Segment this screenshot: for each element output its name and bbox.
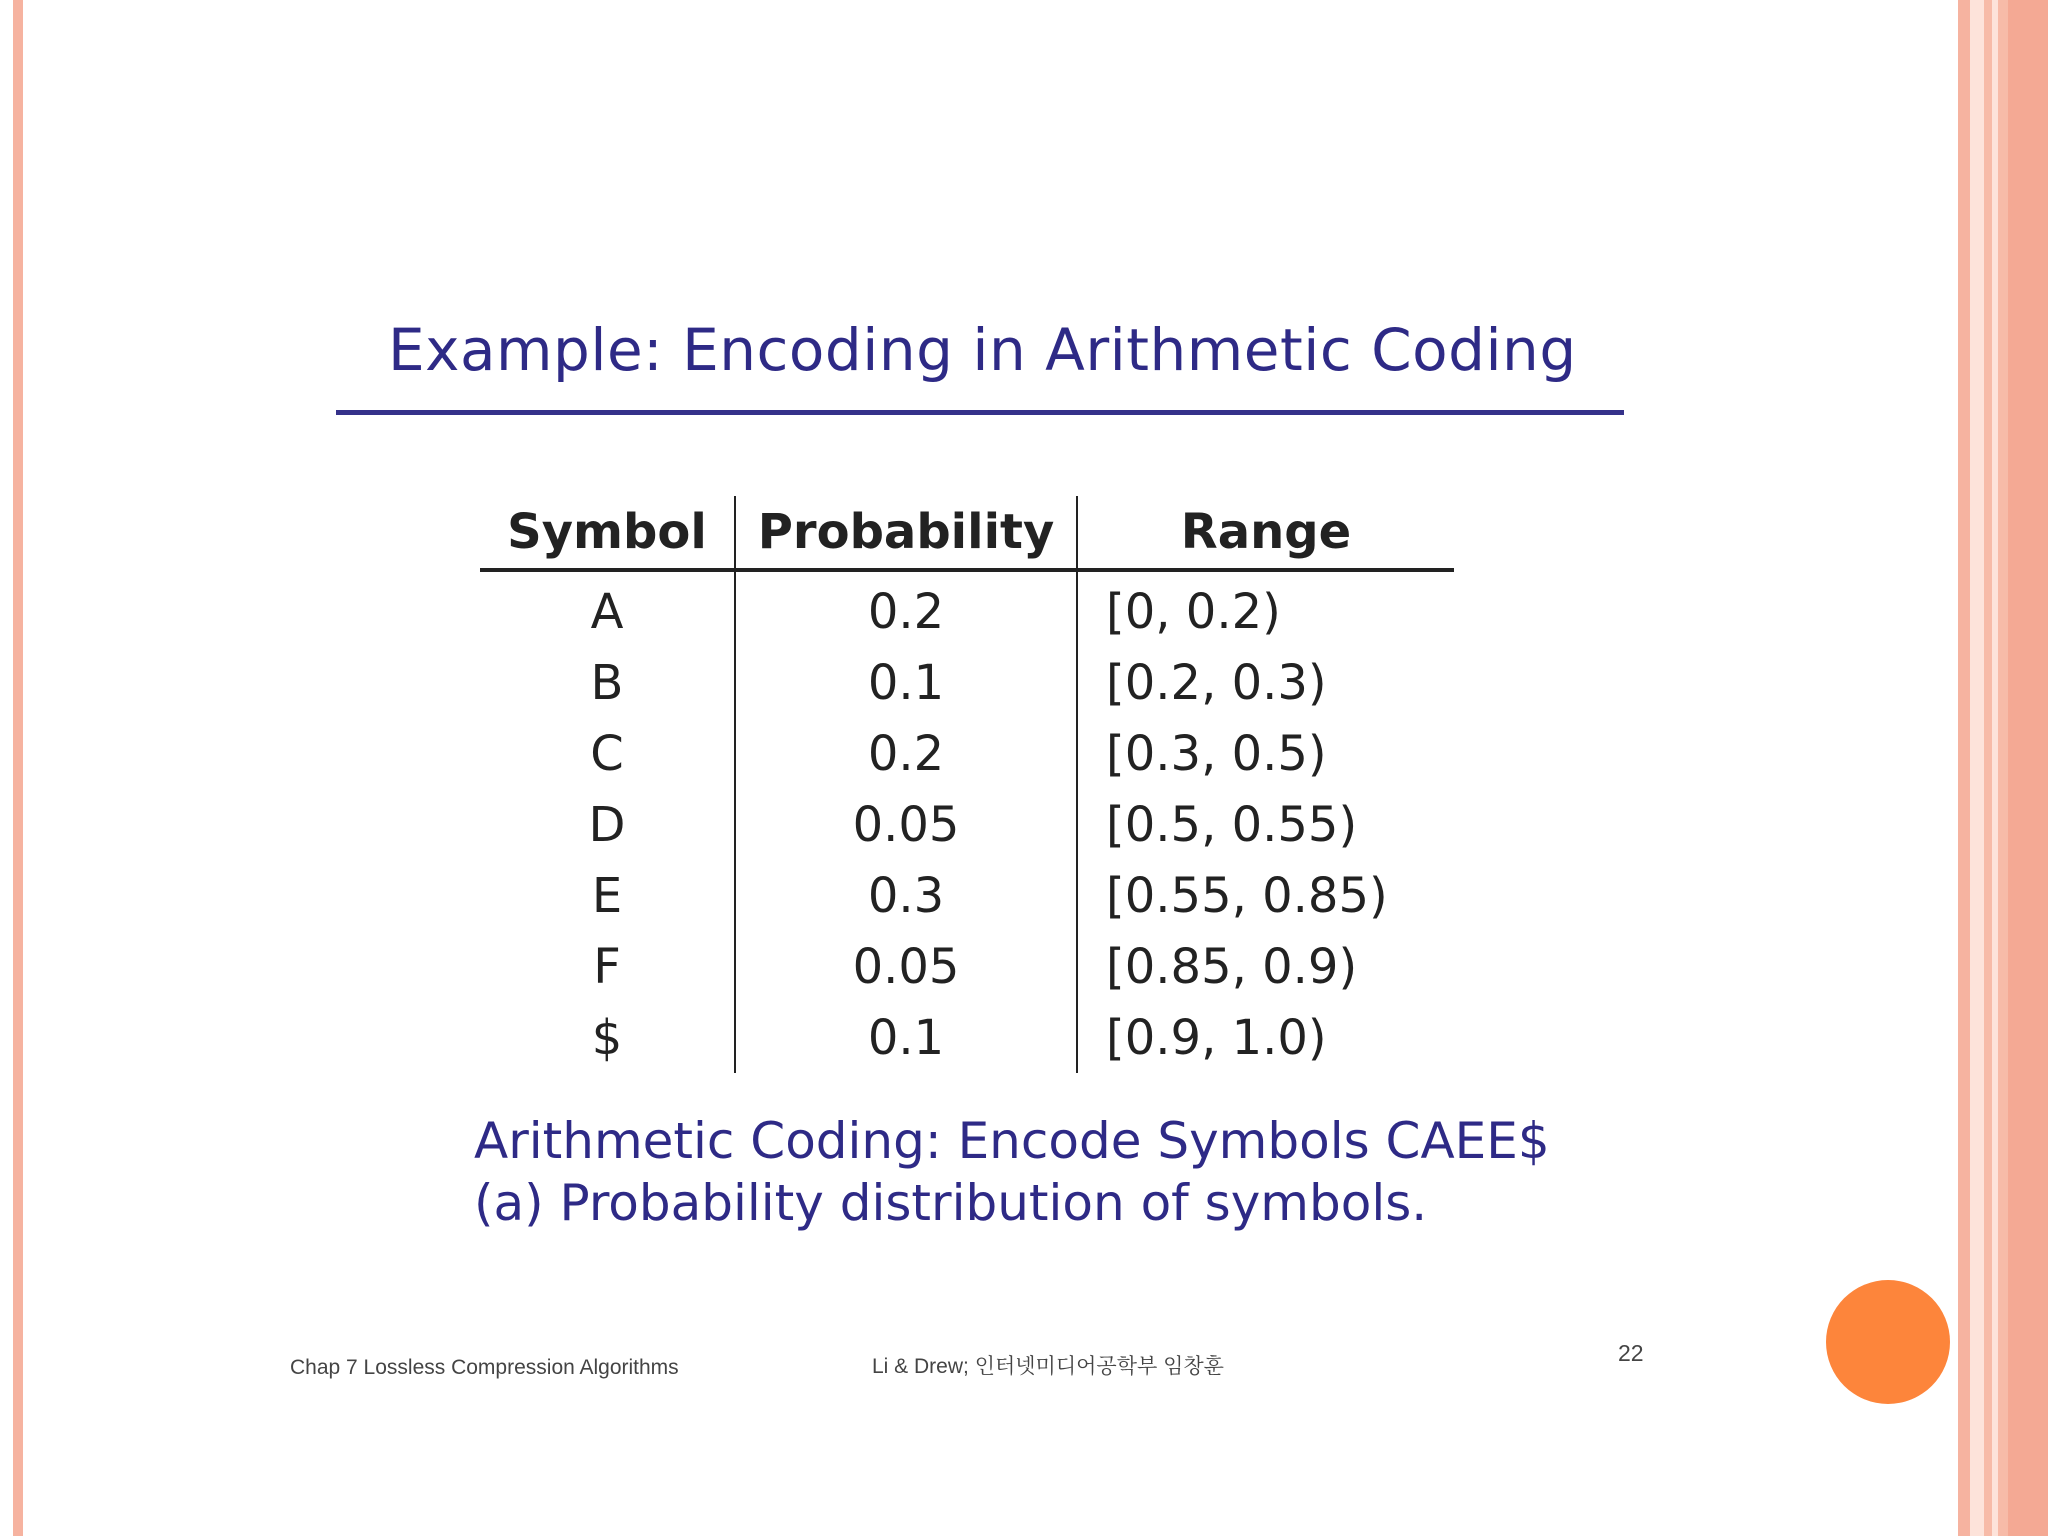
frame-right-stripe-light [1970,0,1984,1536]
cell-symbol: E [480,860,735,931]
footer-author: Li & Drew; 인터넷미디어공학부 임창훈 [872,1355,1224,1378]
page-number: 22 [1618,1340,1644,1366]
frame-right-band [1984,0,2048,1536]
caption-line-2: (a) Probability distribution of symbols. [474,1174,1428,1232]
cell-probability: 0.2 [735,570,1077,647]
cell-range: [0.2, 0.3) [1106,654,1327,711]
cell-symbol: F [480,931,735,1002]
cell-range: [0.85, 0.9) [1106,938,1358,995]
cell-symbol: A [480,570,735,647]
cell-symbol: D [480,789,735,860]
frame-left-stripe [13,0,23,1536]
cell-range: [0.9, 1.0) [1106,1009,1327,1066]
cell-probability: 0.05 [735,931,1077,1002]
header-symbol: Symbol [480,496,735,570]
cell-symbol: $ [480,1002,735,1073]
table-row [480,860,1454,931]
cell-probability: 0.1 [735,647,1077,718]
frame-right-stripe [1958,0,1970,1536]
cell-symbol: B [480,647,735,718]
table-row [480,647,1454,718]
header-probability: Probability [735,496,1077,570]
table-row [480,931,1454,1002]
cell-range: [0, 0.2) [1106,583,1281,640]
table-header-row [480,496,1454,570]
cell-range: [0.3, 0.5) [1106,725,1327,782]
cell-probability: 0.2 [735,718,1077,789]
table-row [480,789,1454,860]
cell-probability: 0.3 [735,860,1077,931]
table-row [480,718,1454,789]
cell-probability: 0.1 [735,1002,1077,1073]
table-row [480,1002,1454,1073]
footer-chapter: Chap 7 Lossless Compression Algorithms [290,1356,679,1379]
cell-range: [0.5, 0.55) [1106,796,1358,853]
cell-range: [0.55, 0.85) [1106,867,1388,924]
caption-line-1: Arithmetic Coding: Encode Symbols CAEE$ [474,1112,1550,1170]
cell-probability: 0.05 [735,789,1077,860]
header-range: Range [1077,496,1454,570]
table-row [480,570,1454,647]
slide-title: Example: Encoding in Arithmetic Coding [388,316,1577,384]
orange-circle-decoration [1826,1280,1950,1404]
probability-table [480,496,1454,1073]
cell-symbol: C [480,718,735,789]
title-underline [336,410,1624,415]
